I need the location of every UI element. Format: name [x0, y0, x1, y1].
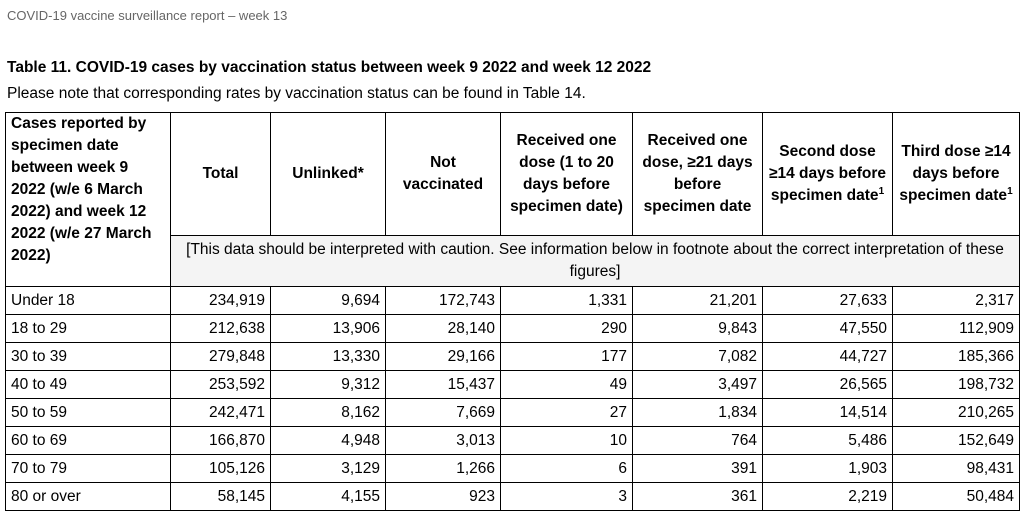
value-cell: 212,638: [171, 315, 271, 343]
cases-table: [5, 112, 1020, 511]
age-group-cell: 70 to 79: [6, 455, 171, 483]
column-header-not-vaccinated: Not vaccinated: [386, 113, 501, 236]
table-row: [6, 371, 1020, 399]
value-cell: 7,669: [386, 399, 501, 427]
age-group-cell: 18 to 29: [6, 315, 171, 343]
value-cell: 9,312: [271, 371, 386, 399]
value-cell: 15,437: [386, 371, 501, 399]
value-cell: 9,843: [633, 315, 763, 343]
value-cell: 105,126: [171, 455, 271, 483]
value-cell: 5,486: [763, 427, 893, 455]
column-header-total: Total: [171, 113, 271, 236]
value-cell: 234,919: [171, 287, 271, 315]
column-header-one-dose-21: Received one dose, ≥21 days before specimen date: [633, 113, 763, 236]
value-cell: 28,140: [386, 315, 501, 343]
age-group-cell: 40 to 49: [6, 371, 171, 399]
table-title: Table 11. COVID-19 cases by vaccination status between week 9 2022 and week 12 2022: [7, 59, 652, 76]
value-cell: 1,903: [763, 455, 893, 483]
table-row: [6, 399, 1020, 427]
corner-header: Cases reported by specimen date between week 9 2022 (w/e 6 March 2022) and week 12 2022 (w/e 27 March 2022): [6, 113, 171, 287]
value-cell: 3,129: [271, 455, 386, 483]
table-row: [6, 483, 1020, 511]
value-cell: 98,431: [893, 455, 1020, 483]
value-cell: 253,592: [171, 371, 271, 399]
value-cell: 8,162: [271, 399, 386, 427]
table-row: [6, 315, 1020, 343]
value-cell: 14,514: [763, 399, 893, 427]
value-cell: 3,497: [633, 371, 763, 399]
value-cell: 7,082: [633, 343, 763, 371]
value-cell: 3: [501, 483, 633, 511]
value-cell: 2,219: [763, 483, 893, 511]
value-cell: 185,366: [893, 343, 1020, 371]
value-cell: 166,870: [171, 427, 271, 455]
value-cell: 26,565: [763, 371, 893, 399]
value-cell: 177: [501, 343, 633, 371]
value-cell: 2,317: [893, 287, 1020, 315]
running-header: COVID-19 vaccine surveillance report – week 13: [7, 8, 288, 23]
age-group-cell: 30 to 39: [6, 343, 171, 371]
value-cell: 10: [501, 427, 633, 455]
value-cell: 210,265: [893, 399, 1020, 427]
value-cell: 290: [501, 315, 633, 343]
value-cell: 27: [501, 399, 633, 427]
column-header-unlinked: Unlinked*: [271, 113, 386, 236]
value-cell: 1,266: [386, 455, 501, 483]
table-row: [6, 455, 1020, 483]
value-cell: 9,694: [271, 287, 386, 315]
value-cell: 3,013: [386, 427, 501, 455]
value-cell: 58,145: [171, 483, 271, 511]
value-cell: 764: [633, 427, 763, 455]
column-header-third-dose: Third dose ≥14 days before specimen date$^1$: [893, 113, 1020, 236]
value-cell: 198,732: [893, 371, 1020, 399]
table-row: [6, 343, 1020, 371]
column-header-second-dose: Second dose ≥14 days before specimen date$^1$: [763, 113, 893, 236]
value-cell: 112,909: [893, 315, 1020, 343]
caution-note: [This data should be interpreted with caution. See information below in footnote about the correct interpretation of these figures]: [171, 236, 1020, 287]
value-cell: 242,471: [171, 399, 271, 427]
value-cell: 27,633: [763, 287, 893, 315]
value-cell: 391: [633, 455, 763, 483]
value-cell: 923: [386, 483, 501, 511]
value-cell: 13,906: [271, 315, 386, 343]
value-cell: 172,743: [386, 287, 501, 315]
value-cell: 29,166: [386, 343, 501, 371]
value-cell: 361: [633, 483, 763, 511]
age-group-cell: 50 to 59: [6, 399, 171, 427]
value-cell: 21,201: [633, 287, 763, 315]
value-cell: 4,948: [271, 427, 386, 455]
value-cell: 50,484: [893, 483, 1020, 511]
table-note: Please note that corresponding rates by vaccination status can be found in Table 14.: [7, 85, 586, 102]
value-cell: 47,550: [763, 315, 893, 343]
table-row: [6, 427, 1020, 455]
value-cell: 13,330: [271, 343, 386, 371]
table-row: [6, 287, 1020, 315]
value-cell: 4,155: [271, 483, 386, 511]
value-cell: 49: [501, 371, 633, 399]
age-group-cell: 60 to 69: [6, 427, 171, 455]
value-cell: 6: [501, 455, 633, 483]
footnote-marker: 1: [1007, 185, 1013, 197]
age-group-cell: Under 18: [6, 287, 171, 315]
column-header-one-dose-1-20: Received one dose (1 to 20 days before specimen date): [501, 113, 633, 236]
footnote-marker: 1: [878, 185, 885, 197]
value-cell: 152,649: [893, 427, 1020, 455]
value-cell: 1,331: [501, 287, 633, 315]
value-cell: 1,834: [633, 399, 763, 427]
value-cell: 279,848: [171, 343, 271, 371]
age-group-cell: 80 or over: [6, 483, 171, 511]
value-cell: 44,727: [763, 343, 893, 371]
